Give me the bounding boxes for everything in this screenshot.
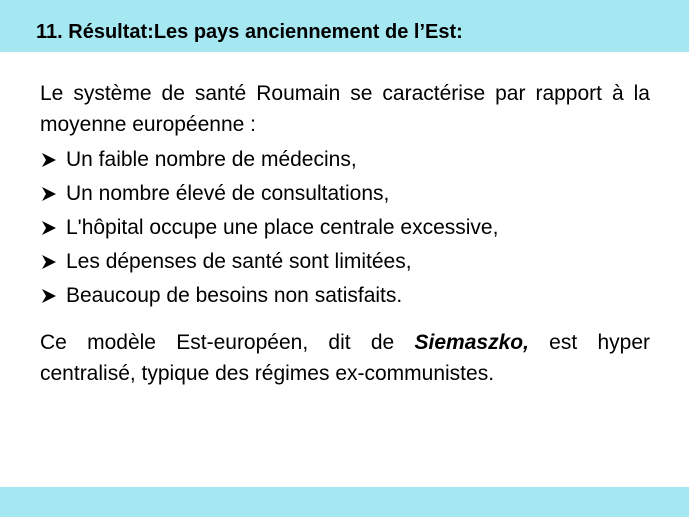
- bullet-item-2: [40, 177, 650, 211]
- conclusion-text-before: Ce modèle Est-européen, dit de: [40, 331, 415, 354]
- arrow-bullet-icon: [40, 288, 58, 304]
- arrow-bullet-icon: [40, 254, 58, 270]
- conclusion-paragraph: [40, 327, 650, 389]
- bullet-text: Beaucoup de besoins non satisfaits.: [66, 284, 403, 307]
- bullet-list: [40, 143, 650, 313]
- slide-content: [40, 78, 650, 389]
- conclusion-text-after: est hyper centralisé, typique des régimes ex-communistes.: [40, 331, 650, 385]
- footer-bar: [0, 487, 689, 517]
- bullet-text: Un nombre élevé de consultations,: [66, 182, 390, 205]
- bullet-text: L'hôpital occupe une place centrale excessive,: [66, 216, 499, 239]
- title-bar: [0, 0, 689, 52]
- bullet-item-3: [40, 211, 650, 245]
- bullet-text: Un faible nombre de médecins,: [66, 148, 357, 171]
- arrow-bullet-icon: [40, 220, 58, 236]
- bullet-text: Les dépenses de santé sont limitées,: [66, 250, 412, 273]
- slide-title: 11. Résultat:Les pays anciennement de l’Est:: [36, 21, 463, 43]
- bullet-item-1: [40, 143, 650, 177]
- intro-paragraph: Le système de santé Roumain se caractérise par rapport à la moyenne européenne :: [40, 82, 650, 136]
- arrow-bullet-icon: [40, 152, 58, 168]
- arrow-bullet-icon: [40, 186, 58, 202]
- bullet-item-4: [40, 245, 650, 279]
- siemaszko-emphasis: Siemaszko,: [414, 331, 529, 354]
- bullet-item-5: [40, 279, 650, 313]
